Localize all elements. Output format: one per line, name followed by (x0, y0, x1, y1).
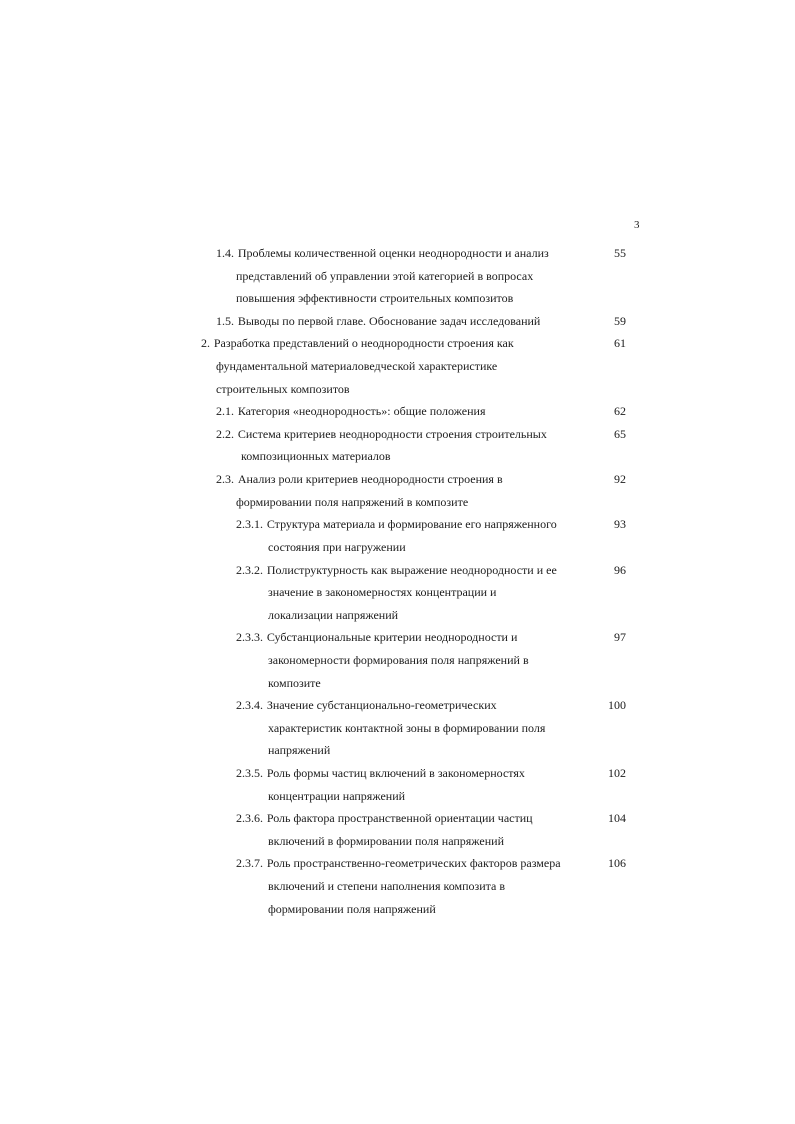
toc-entry-continuation: концентрации напряжений (268, 788, 406, 803)
toc-entry-first-line (0, 626, 795, 649)
toc-entry-continuation: композиционных материалов (241, 449, 391, 464)
toc-entry-title: Система критериев неоднородности строения строительных (237, 426, 547, 441)
toc-entry-continuation: напряжений (268, 743, 331, 758)
toc-entry-first-line (0, 310, 795, 333)
toc-entry-1-4 (0, 242, 795, 310)
toc-entry-page: 55 (614, 246, 626, 260)
toc-entry-page: 92 (614, 472, 626, 487)
toc-entry-continuation: включений в формировании поля напряжений (268, 833, 505, 848)
toc-entry-page: 62 (614, 404, 626, 419)
toc-entry-title: Выводы по первой главе. Обоснование задач исследований (237, 313, 541, 328)
toc-entry-2-3-2 (0, 559, 795, 627)
toc-entry-2-2 (0, 423, 795, 468)
toc-entry-continuation: формировании поля напряжений в композите (236, 494, 469, 509)
toc-entry-page: 59 (614, 313, 626, 328)
toc-entry-continuation: значение в закономерностях концентрации и (268, 585, 497, 600)
toc-entry-first-line (0, 694, 795, 717)
toc-entry-2-3-1 (0, 513, 795, 558)
toc-entry-number: 2.3. (216, 472, 234, 487)
toc-entry-number: 2.3.6. (236, 811, 263, 826)
toc-entry-continuation: представлений об управлении этой категорией в вопросах (236, 268, 534, 283)
toc-entry-number: 2.3.1. (236, 517, 263, 532)
toc-entry-title: Значение субстанционально-геометрических (266, 698, 497, 713)
toc-entry-2 (0, 332, 795, 400)
toc-entry-number: 2.2. (216, 426, 234, 441)
toc-entry-first-line (0, 762, 795, 785)
toc-entry-continuation: фундаментальной материаловедческой характеристике (216, 359, 498, 374)
toc-entry-title: Роль фактора пространственной ориентации частиц (266, 811, 533, 826)
toc-entry-page: 96 (614, 562, 626, 577)
toc-entry-first-line (0, 423, 795, 446)
page-number: 3 (634, 219, 640, 231)
toc-entry-first-line (0, 807, 795, 830)
toc-entry-page: 104 (608, 811, 626, 826)
toc-entry-2-3-7 (0, 852, 795, 920)
toc-entry-page: 102 (608, 766, 626, 781)
toc-entry-number: 2.3.7. (236, 856, 263, 871)
toc-entry-page: 61 (614, 336, 626, 351)
toc-entry-number: 2.3.5. (236, 766, 263, 781)
toc-entry-1-5 (0, 310, 795, 333)
toc-entry-page: 106 (608, 856, 626, 871)
toc-entry-continuation: формировании поля напряжений (268, 901, 436, 916)
toc-entry-2-1 (0, 400, 795, 423)
toc-entry-continuation: композите (268, 675, 321, 690)
toc-entry-page: 100 (608, 698, 626, 713)
toc-entry-number: 2.3.3. (236, 630, 263, 645)
toc-entry-page: 97 (614, 630, 626, 645)
toc-entry-title: Роль формы частиц включений в закономерностях (266, 766, 525, 781)
toc-entry-number: 2.3.4. (236, 698, 263, 713)
toc-entry-title: Структура материала и формирование его напряженного (266, 517, 557, 532)
toc-entry-number: 2.3.2. (236, 562, 263, 577)
toc-entry-page: 93 (614, 517, 626, 532)
toc-entry-continuation: характеристик контактной зоны в формировании поля (268, 720, 546, 735)
toc-entry-2-3 (0, 468, 795, 513)
toc-entry-2-3-6 (0, 807, 795, 852)
toc-entry-number: 2. (201, 336, 210, 351)
toc-entry-title: Полиструктурность как выражение неоднородности и ее (266, 562, 557, 577)
toc-entry-2-3-5 (0, 762, 795, 807)
toc-entry-first-line (0, 468, 795, 491)
toc-entry-first-line (0, 559, 795, 582)
toc-entry-2-3-3 (0, 626, 795, 694)
toc-entry-continuation: повышения эффективности строительных композитов (236, 291, 514, 306)
toc-entry-first-line (0, 242, 795, 265)
toc-entry-number: 1.4. (216, 246, 234, 260)
toc-entry-2-3-4 (0, 694, 795, 762)
toc-entry-first-line (0, 513, 795, 536)
toc-entry-continuation: состояния при нагружении (268, 539, 406, 554)
toc-entry-title: Субстанциональные критерии неоднородности и (266, 630, 518, 645)
toc-entry-number: 1.5. (216, 313, 234, 328)
table-of-contents (0, 242, 795, 920)
toc-entry-title: Анализ роли критериев неоднородности строения в (237, 472, 503, 487)
toc-entry-continuation: включений и степени наполнения композита в (268, 879, 506, 894)
toc-entry-page: 65 (614, 426, 626, 441)
toc-entry-continuation: закономерности формирования поля напряжений в (268, 652, 529, 667)
toc-entry-continuation: строительных композитов (216, 381, 350, 396)
toc-entry-title: Роль пространственно-геометрических факторов размера (266, 856, 561, 871)
toc-entry-first-line (0, 332, 795, 355)
toc-entry-first-line (0, 852, 795, 875)
toc-entry-first-line (0, 400, 795, 423)
toc-entry-title: Проблемы количественной оценки неоднородности и анализ (237, 246, 549, 260)
toc-entry-title: Категория «неоднородность»: общие положения (237, 404, 486, 419)
toc-entry-title: Разработка представлений о неоднородности строения как (213, 336, 514, 351)
toc-entry-number: 2.1. (216, 404, 234, 419)
toc-entry-continuation: локализации напряжений (268, 607, 399, 622)
